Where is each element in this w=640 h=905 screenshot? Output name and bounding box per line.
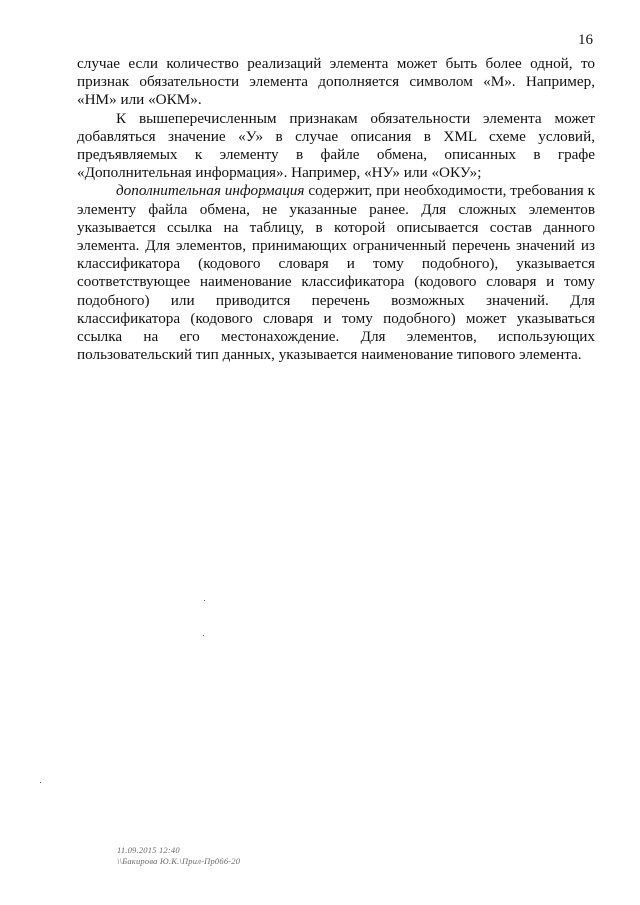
footer-file-path: \\Бакирова Ю.К.\Прил-Пр066-20 bbox=[117, 856, 241, 866]
paragraph-additional-info-text: содержит, при необходимости, требования к элементу файла обмена, не указанные ранее. Для сложных элементов указывается ссылка на таблицу, в которой описывается состав данного элемента. Для элементов, принимающих ограниченный перечень значений из классификатора (кодового словаря и тому подобного), указывается соответствующее наименование классификатора (кодового словаря и тому подобного) или приводится перечень возможных значений. Для классификатора (кодового словаря и тому подобного) может указываться ссылка на его местонахождение. Для элементов, использующих пользовательский тип данных, указывается наименование типового элемента. bbox=[77, 182, 595, 364]
footer-stamp bbox=[117, 845, 240, 867]
scan-speck bbox=[204, 600, 205, 601]
scan-speck bbox=[40, 782, 41, 783]
scan-speck bbox=[203, 635, 204, 636]
term-additional-info: дополнительная информация bbox=[116, 182, 305, 200]
paragraph-condition-flag: К вышеперечисленным признакам обязательности элемента может добавляться значение «У» в случае описания в XML схеме условий, предъявляемых к элементу в файле обмена, описанных в графе «Дополнительная информация». Например, «НУ» или «ОКУ»; bbox=[77, 109, 595, 182]
body-text bbox=[77, 55, 595, 364]
paragraph-multiplicity: случае если количество реализаций элемента может быть более одной, то признак обязательности элемента дополняется символом «М». Например, «НМ» или «ОКМ». bbox=[77, 55, 595, 109]
page-number: 16 bbox=[578, 32, 593, 48]
footer-timestamp: 11.09.2015 12:40 bbox=[117, 845, 180, 855]
paragraph-additional-info bbox=[77, 182, 595, 364]
